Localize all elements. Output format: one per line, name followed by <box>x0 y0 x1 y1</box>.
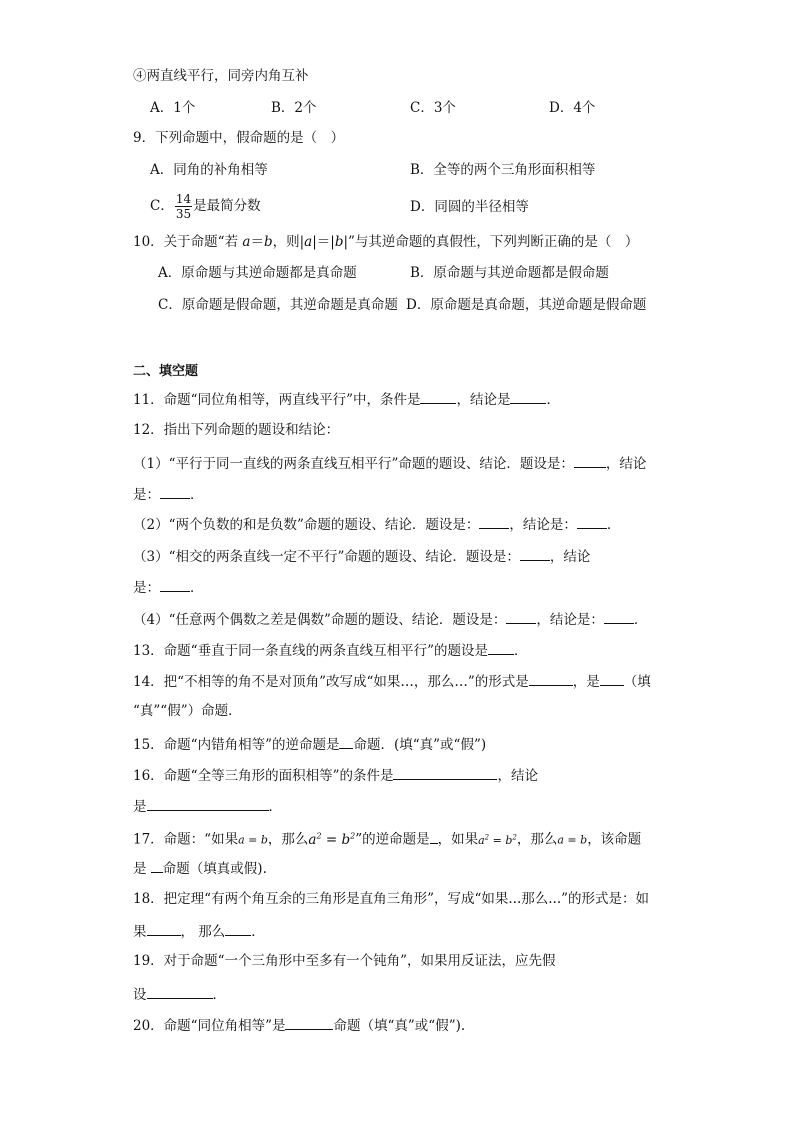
q10-stem-text: ＝ <box>250 234 264 250</box>
q17-text: 是 <box>133 861 151 877</box>
q12-text: 是： <box>133 580 160 596</box>
q20-text: 20．命题“同位角相等”是 <box>133 1018 286 1034</box>
q17-text: ，那么 <box>516 831 558 848</box>
q18-text: 果 <box>133 924 147 940</box>
answer-blank[interactable] <box>506 608 536 624</box>
q10-stem-text: 10．关于命题“若 <box>133 234 243 250</box>
q17 <box>133 826 641 851</box>
answer-blank[interactable] <box>393 764 497 780</box>
fraction-numerator: 14 <box>175 192 192 206</box>
q12-text: ． <box>190 580 204 596</box>
answer-blank[interactable] <box>600 670 624 686</box>
q17-text: 17．命题：“如果 <box>133 831 239 848</box>
math-base: a <box>308 831 317 848</box>
answer-blank[interactable] <box>151 857 163 873</box>
q14-text: （填 <box>623 674 651 690</box>
q17-math: a = b <box>557 833 588 847</box>
q9-option-c <box>150 188 261 224</box>
q15-text: 15．命题“内错角相等”的逆命题是 <box>133 737 340 753</box>
q14-cont: “真”“假”）命题． <box>133 703 242 719</box>
q16-text: 16．命题“全等三角形的面积相等”的条件是 <box>133 768 394 784</box>
q17-math <box>478 834 517 847</box>
q16-text: ，结论 <box>497 768 538 784</box>
q13-text: 13．命题“垂直于同一条直线的两条直线互相平行”的题设是 <box>133 643 488 659</box>
q18-text: ， 那么 <box>180 924 226 940</box>
q15-text: 命题．(填“真”或“假”) <box>353 737 487 753</box>
q10-stem-text: |”与其逆命题的真假性，下列判断正确的是（ ） <box>343 234 639 250</box>
answer-blank[interactable] <box>147 983 213 999</box>
q17-text: ，那么 <box>267 831 309 848</box>
answer-blank[interactable] <box>339 733 353 749</box>
q12-part-1 <box>133 452 646 474</box>
q8-option-c: C．3个 <box>410 100 456 116</box>
q19-cont <box>133 983 226 1005</box>
q10-option-b: B．原命题与其逆命题都是假命题 <box>410 265 609 281</box>
q12-text: ． <box>606 517 621 533</box>
q8-option-a: A．1个 <box>150 100 196 116</box>
q12-text: （2）“两个负数的和是负数”命题的题设、结论．题设是： <box>133 517 480 533</box>
q12-part-3-cont <box>133 576 204 598</box>
math-exponent: 2 <box>512 832 517 841</box>
q10-var: b <box>334 234 344 250</box>
answer-blank[interactable] <box>225 920 251 936</box>
q11-text: ． <box>546 392 560 408</box>
q8-option-d: D．4个 <box>549 100 596 116</box>
q17-math: a = b <box>238 833 268 847</box>
q19-text: ． <box>212 987 226 1003</box>
fraction-denominator: 35 <box>175 207 192 221</box>
q16 <box>133 764 538 786</box>
answer-blank[interactable] <box>479 513 509 529</box>
answer-blank[interactable] <box>604 608 634 624</box>
q17-text: 命题（填真或假). <box>162 861 267 877</box>
q12-part-3 <box>133 545 590 567</box>
math-base: a <box>478 833 485 847</box>
q12-text: （4）“任意两个偶数之差是偶数”命题的题设、结论．题设是： <box>133 612 507 628</box>
q9-option-d: D．同圆的半径相等 <box>410 199 529 215</box>
q8-item-4: ④两直线平行，同旁内角互补 <box>133 68 309 84</box>
answer-blank[interactable] <box>577 513 607 529</box>
q17-text: ”的逆命题是 <box>355 831 430 848</box>
q14-text: ，是 <box>572 674 600 690</box>
q18-cont <box>133 920 265 942</box>
answer-blank[interactable] <box>520 545 550 561</box>
q9-option-a: A．同角的补角相等 <box>150 162 268 178</box>
answer-blank[interactable] <box>420 388 456 404</box>
q10-stem <box>133 232 638 252</box>
q17-math <box>308 832 355 848</box>
q9-option-b: B．全等的两个三角形面积相等 <box>410 162 596 178</box>
q20 <box>133 1014 465 1036</box>
q10-var: a <box>304 234 313 250</box>
q9-stem: 9．下列命题中，假命题的是（ ） <box>133 130 345 146</box>
q12-text: ，结论是： <box>509 517 577 533</box>
q9-option-c-label: C． <box>150 198 174 214</box>
answer-blank[interactable] <box>574 452 606 468</box>
answer-blank[interactable] <box>160 576 190 592</box>
q12-text: ，结论是： <box>536 612 604 628</box>
q10-stem-text: ，则| <box>272 234 305 250</box>
answer-blank[interactable] <box>160 483 190 499</box>
q12-part-1-cont <box>133 483 204 505</box>
q13-text: ． <box>513 643 528 659</box>
answer-blank[interactable] <box>529 670 573 686</box>
answer-blank[interactable] <box>430 828 438 844</box>
q14 <box>133 670 651 692</box>
q11-text: ，结论是 <box>456 392 511 408</box>
q18: 18．把定理“有两个角互余的三角形是直角三角形”，写成“如果...那么...”的形式是：如 <box>133 891 650 907</box>
q12-text: ． <box>190 487 204 503</box>
math-exponent: 2 <box>316 831 322 840</box>
q17-cont <box>133 857 267 879</box>
q15 <box>133 733 486 755</box>
q12-text: ，结论 <box>605 456 647 472</box>
q10-option-d: D．原命题是真命题，其逆命题是假命题 <box>406 297 647 313</box>
q17-text: ，如果 <box>437 831 479 848</box>
q12-stem: 12．指出下列命题的题设和结论： <box>133 422 340 438</box>
q19: 19．对于命题“一个三角形中至多有一个钝角”，如果用反证法，应先假 <box>133 953 556 969</box>
q11-text: 11．命题“同位角相等，两直线平行”中，条件是 <box>133 392 421 408</box>
answer-blank[interactable] <box>510 388 546 404</box>
q12-text: ，结论 <box>549 549 591 565</box>
q10-option-c: C．原命题是假命题，其逆命题是真命题 <box>158 297 398 313</box>
q14-text: 14．把“不相等的角不是对顶角”改写成“如果…，那么…”的形式是 <box>133 674 529 690</box>
math-base: = b <box>489 833 513 847</box>
section-title: 二、填空题 <box>133 364 199 379</box>
q12-text: （1）“平行于同一直线的两条直线互相平行”命题的题设、结论．题设是： <box>133 456 574 472</box>
q10-var: a <box>242 234 251 250</box>
q13 <box>133 639 527 661</box>
math-exponent: 2 <box>484 832 490 841</box>
math-base: = b <box>321 831 351 848</box>
q10-option-a: A．原命题与其逆命题都是真命题 <box>158 265 357 281</box>
answer-blank[interactable] <box>147 795 269 811</box>
answer-blank[interactable] <box>488 639 514 655</box>
q12-part-2 <box>133 513 620 535</box>
q10-stem-text: |＝| <box>312 234 335 250</box>
q12-text: ． <box>633 612 648 628</box>
q18-text: ． <box>251 924 265 940</box>
q9-option-c-text: 是最简分数 <box>193 198 261 214</box>
math-exponent: 2 <box>350 831 356 840</box>
q12-part-4 <box>133 608 647 630</box>
q12-text: （3）“相交的两条直线一定不平行”命题的题设、结论．题设是： <box>133 549 520 565</box>
q16-cont <box>133 795 282 817</box>
q9-option-c-fraction <box>175 192 192 221</box>
answer-blank[interactable] <box>147 920 181 936</box>
answer-blank[interactable] <box>285 1014 333 1030</box>
q16-text: 是 <box>133 799 147 815</box>
q16-text: ． <box>268 799 282 815</box>
q8-option-b: B．2个 <box>271 100 317 116</box>
q11 <box>133 388 560 410</box>
q17-text: ，该命题 <box>587 831 642 848</box>
q12-text: 是： <box>133 487 160 503</box>
q19-text: 设 <box>133 987 147 1003</box>
q20-text: 命题（填“真”或“假”). <box>333 1018 466 1034</box>
q10-var: b <box>263 234 273 250</box>
